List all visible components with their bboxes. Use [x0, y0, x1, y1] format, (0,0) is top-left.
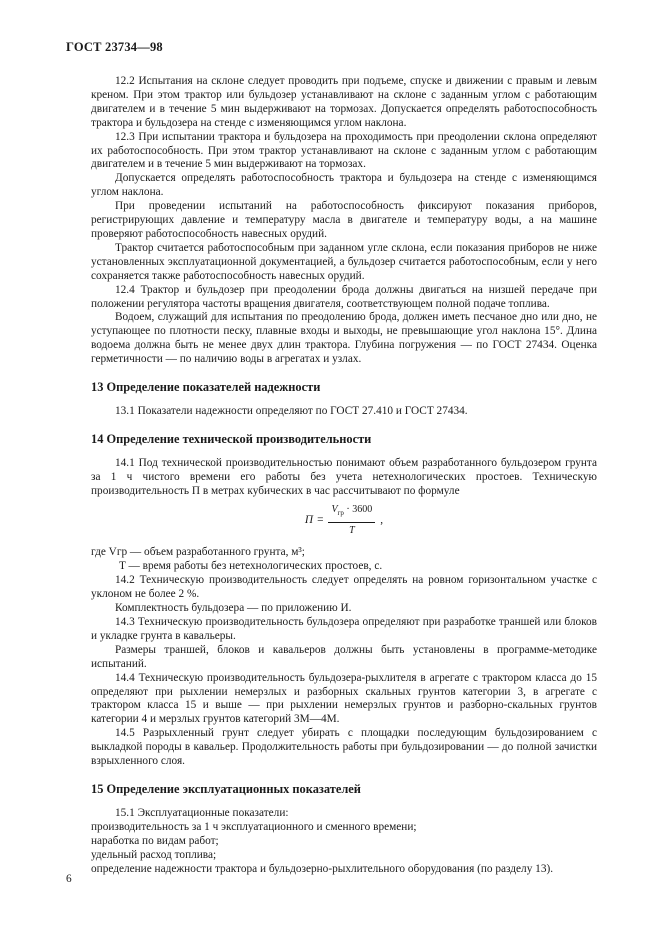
list-item: определение надежности трактора и бульдозерно-рыхлительного оборудования (по разделу 13).: [91, 862, 554, 875]
formula-where-2: T — время работы без нетехнологических простоев, с.: [119, 560, 383, 573]
paragraph-13-1: 13.1 Показатели надежности определяют по ГОСТ 27.410 и ГОСТ 27434.: [115, 404, 468, 417]
paragraph-12-4: 12.4 Трактор и бульдозер при преодолении брода должны двигаться на низшей передаче при положении регулятора частоты вращения двигателя, соответствующем полной подаче топлива.: [91, 283, 597, 310]
paragraph: Трактор считается работоспособным при заданном угле склона, если показания приборов не ниже установленных эксплуатационной документацией, а бульдозер считается работоспособным, если у него сохраняется также работоспособность навесных орудий.: [91, 241, 597, 282]
formula-num-rest: · 3600: [343, 504, 373, 516]
paragraph-14-2: 14.2 Техническую производительность следует определять на ровном горизонтальном участке с уклоном не более 2 %.: [91, 574, 597, 601]
paragraph: Комплектность бульдозера — по приложению И.: [115, 602, 352, 615]
paragraph: Размеры траншей, блоков и кавальеров должны быть установлены в программе-методике испытаний.: [91, 643, 597, 670]
paragraph-12-2: 12.2 Испытания на склоне следует проводить при подъеме, спуске и движении с правым и левым креном. При этом трактор или бульдозер устанавливают на склоне с заданным углом с работающим двигателем и в течение 5 мин выдерживают на тормозах. Допускается определять работоспособность трактора и бульдозера на стенде с изменяющимся углом наклона.: [91, 75, 597, 129]
productivity-formula: [91, 502, 597, 538]
document-header: ГОСТ 23734—98: [66, 40, 163, 54]
formula-numerator: [328, 503, 375, 523]
formula-denominator: T: [349, 524, 355, 536]
formula-equals: =: [317, 513, 324, 526]
section-13-heading: 13 Определение показателей надежности: [91, 380, 321, 395]
list-item: наработка по видам работ;: [91, 834, 219, 847]
paragraph-14-4: 14.4 Техническую производительность бульдозера-рыхлителя в агрегате с трактором класса до 15 определяют при рыхлении немерзлых и разборных скальных грунтов категории 3, в агрегате с трактором класса 15 и выше — при рыхлении немерзлых грунтов и разборно-скальных грунтов категории 4 и мерзлых грунтов категорий 3М—4М.: [91, 671, 597, 726]
list-item: удельный расход топлива;: [91, 848, 217, 861]
section-15-heading: 15 Определение эксплуатационных показателей: [91, 781, 361, 796]
section-14-heading: 14 Определение технической производительности: [91, 431, 372, 446]
paragraph-15-1: 15.1 Эксплуатационные показатели:: [115, 806, 289, 819]
document-body: [91, 75, 597, 876]
paragraph-14-1: 14.1 Под технической производительностью понимают объем разработанного бульдозером грунта за 1 ч чистого времени его работы без учета нетехнологических простоев. Техническую производительность П в метрах кубических в час рассчитывают по формуле: [91, 456, 597, 497]
formula-lhs: П: [304, 513, 314, 526]
paragraph: Водоем, служащий для испытания по преодолению брода, должен иметь песчаное дно или дно, не уступающее по плотности песку, плавные входы и выходы, не превышающие угол наклона 15°. Длина водоема должна быть не менее двух длин трактора. Глубина погружения — по ГОСТ 27434. Оценка герметичности — по наличию воды в агрегатах и узлах.: [91, 311, 597, 366]
formula-where-1: где Vгр — объем разработанного грунта, м³;: [91, 546, 305, 559]
paragraph: Допускается определять работоспособность трактора и бульдозера на стенде с изменяющимся углом наклона.: [91, 172, 597, 199]
list-item: производительность за 1 ч эксплуатационного и сменного времени;: [91, 820, 417, 833]
paragraph-14-5: 14.5 Разрыхленный грунт следует убирать с площадки последующим бульдозированием с выкладкой породы в кавальер. Продолжительность работы при бульдозировании — до полной зачистки взрыхленного слоя.: [91, 727, 597, 768]
paragraph-12-3: 12.3 При испытании трактора и бульдозера на проходимость при преодолении склона определяют их работоспособность. При этом трактор устанавливают на склоне с заданным углом с работающим двигателем и в течение 5 мин выдерживают на тормозах.: [91, 130, 597, 171]
paragraph-14-3: 14.3 Техническую производительность бульдозера определяют при разработке траншей или блоков и укладке грунта в кавальеры.: [91, 616, 597, 642]
formula-tail: ,: [380, 513, 384, 526]
formula-num-var: V: [331, 504, 338, 516]
formula-num-sub: гр: [337, 509, 344, 518]
page-number: 6: [66, 873, 72, 885]
paragraph: При проведении испытаний на работоспособность фиксируют показания приборов, регистрирующих давление и температуру масла в двигателе и температуру воды, а на машине проверяют работоспособность навесных орудий.: [91, 200, 597, 240]
formula-fraction: [328, 503, 375, 538]
